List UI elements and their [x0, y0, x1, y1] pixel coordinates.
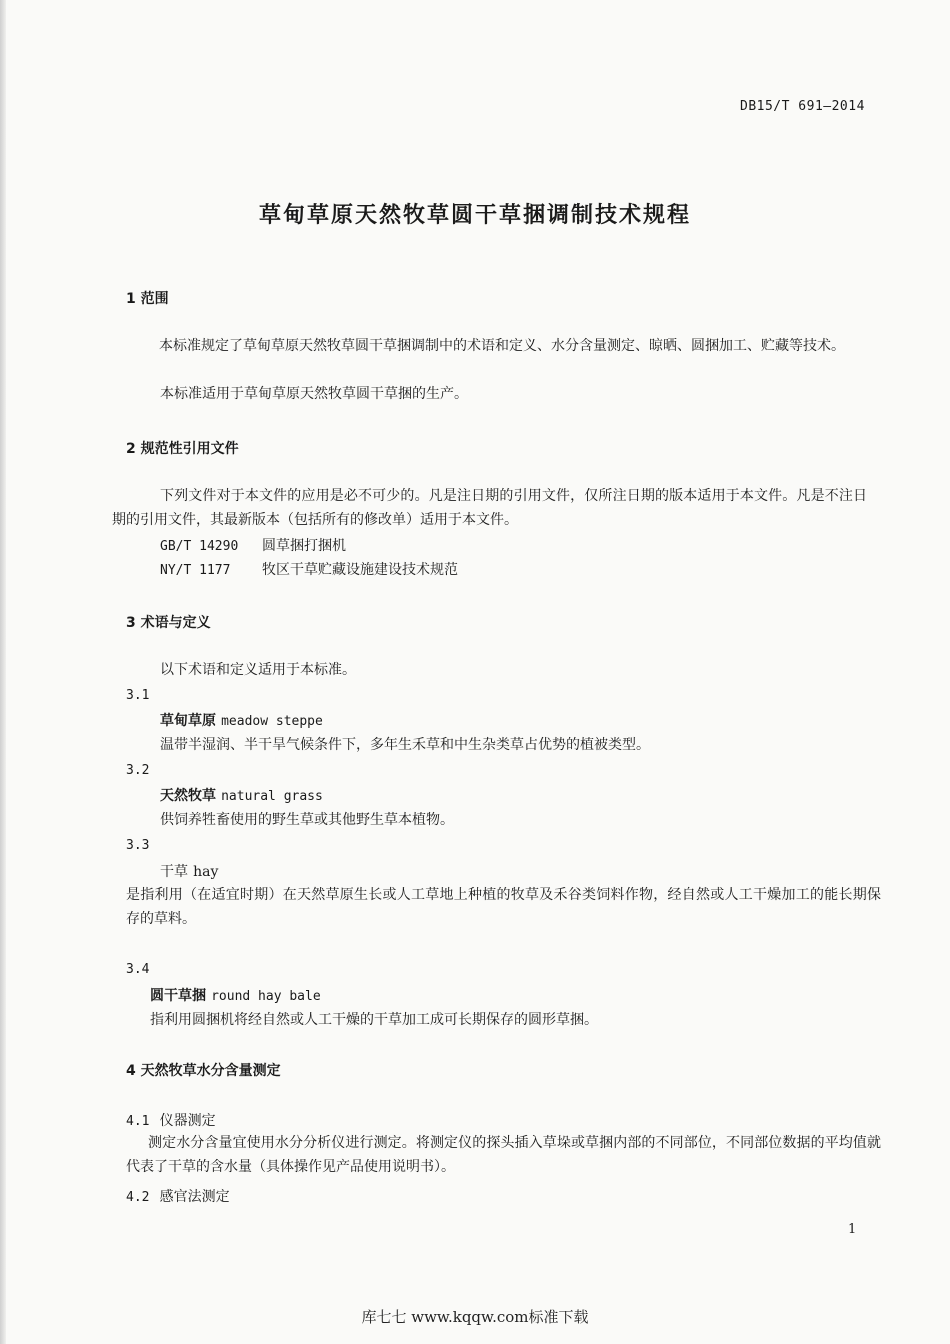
reference-1-code: GB/T 14290: [160, 539, 239, 554]
footer-watermark: 库七七 www.kqqw.com标准下载: [361, 1308, 589, 1326]
term-2-number: 3.2: [126, 763, 150, 778]
subsection-4-1-paragraph: 测定水分含量宜使用水分分析仪进行测定。将测定仪的探头插入草垛或草捆内部的不同部位，不同部位数据的平均值就代表了干草的含水量（具体操作见产品使用说明书）。: [126, 1135, 881, 1175]
section-4-heading: 4 天然牧草水分含量测定: [126, 1063, 281, 1079]
subsection-4-2-heading: 4.2 感官法测定: [126, 1189, 230, 1205]
section-1-paragraph-1: 本标准规定了草甸草原天然牧草圆干草捆调制中的术语和定义、水分含量测定、晾晒、圆捆加工、贮藏等技术。: [159, 338, 845, 354]
document-title: 草甸草原天然牧草圆干草捆调制技术规程: [258, 203, 691, 228]
section-1-paragraph-2: 本标准适用于草甸草原天然牧草圆干草捆的生产。: [160, 386, 468, 402]
subsection-4-1-heading: 4.1 仪器测定: [126, 1113, 216, 1129]
term-1-name: 草甸草原 meadow steppe: [160, 713, 323, 729]
term-2-name: 天然牧草 natural grass: [160, 788, 323, 804]
section-2-paragraph: 下列文件对于本文件的应用是必不可少的。凡是注日期的引用文件，仅所注日期的版本适用于本文件。凡是不注日期的引用文件，其最新版本（包括所有的修改单）适用于本文件。: [112, 488, 867, 528]
section-3-heading: 3 术语与定义: [126, 615, 211, 631]
section-3-intro: 以下术语和定义适用于本标准。: [160, 662, 356, 678]
standard-code: DB15/T 691—2014: [740, 99, 865, 114]
term-3-number: 3.3: [126, 838, 150, 853]
section-2-heading: 2 规范性引用文件: [126, 441, 239, 457]
reference-2-code: NY/T 1177: [160, 563, 231, 578]
term-1-number: 3.1: [126, 688, 150, 703]
term-4-number: 3.4: [126, 962, 150, 977]
term-3-definition: 是指利用（在适宜时期）在天然草原生长或人工草地上种植的牧草及禾谷类饲料作物，经自然或人工干燥加工的能长期保存的草料。: [126, 887, 881, 927]
term-4-name: 圆干草捆 round hay bale: [150, 988, 321, 1004]
term-4-definition: 指利用圆捆机将经自然或人工干燥的干草加工成可长期保存的圆形草捆。: [150, 1012, 598, 1028]
term-2-definition: 供饲养牲畜使用的野生草或其他野生草本植物。: [160, 812, 454, 828]
reference-1-title: 圆草捆打捆机: [262, 538, 346, 554]
reference-2-title: 牧区干草贮藏设施建设技术规范: [262, 562, 458, 578]
section-1-heading: 1 范围: [126, 291, 169, 307]
term-3-name: 干草 hay: [160, 864, 219, 880]
term-1-definition: 温带半湿润、半干旱气候条件下，多年生禾草和中生杂类草占优势的植被类型。: [160, 737, 650, 753]
page-number: 1: [848, 1222, 857, 1237]
